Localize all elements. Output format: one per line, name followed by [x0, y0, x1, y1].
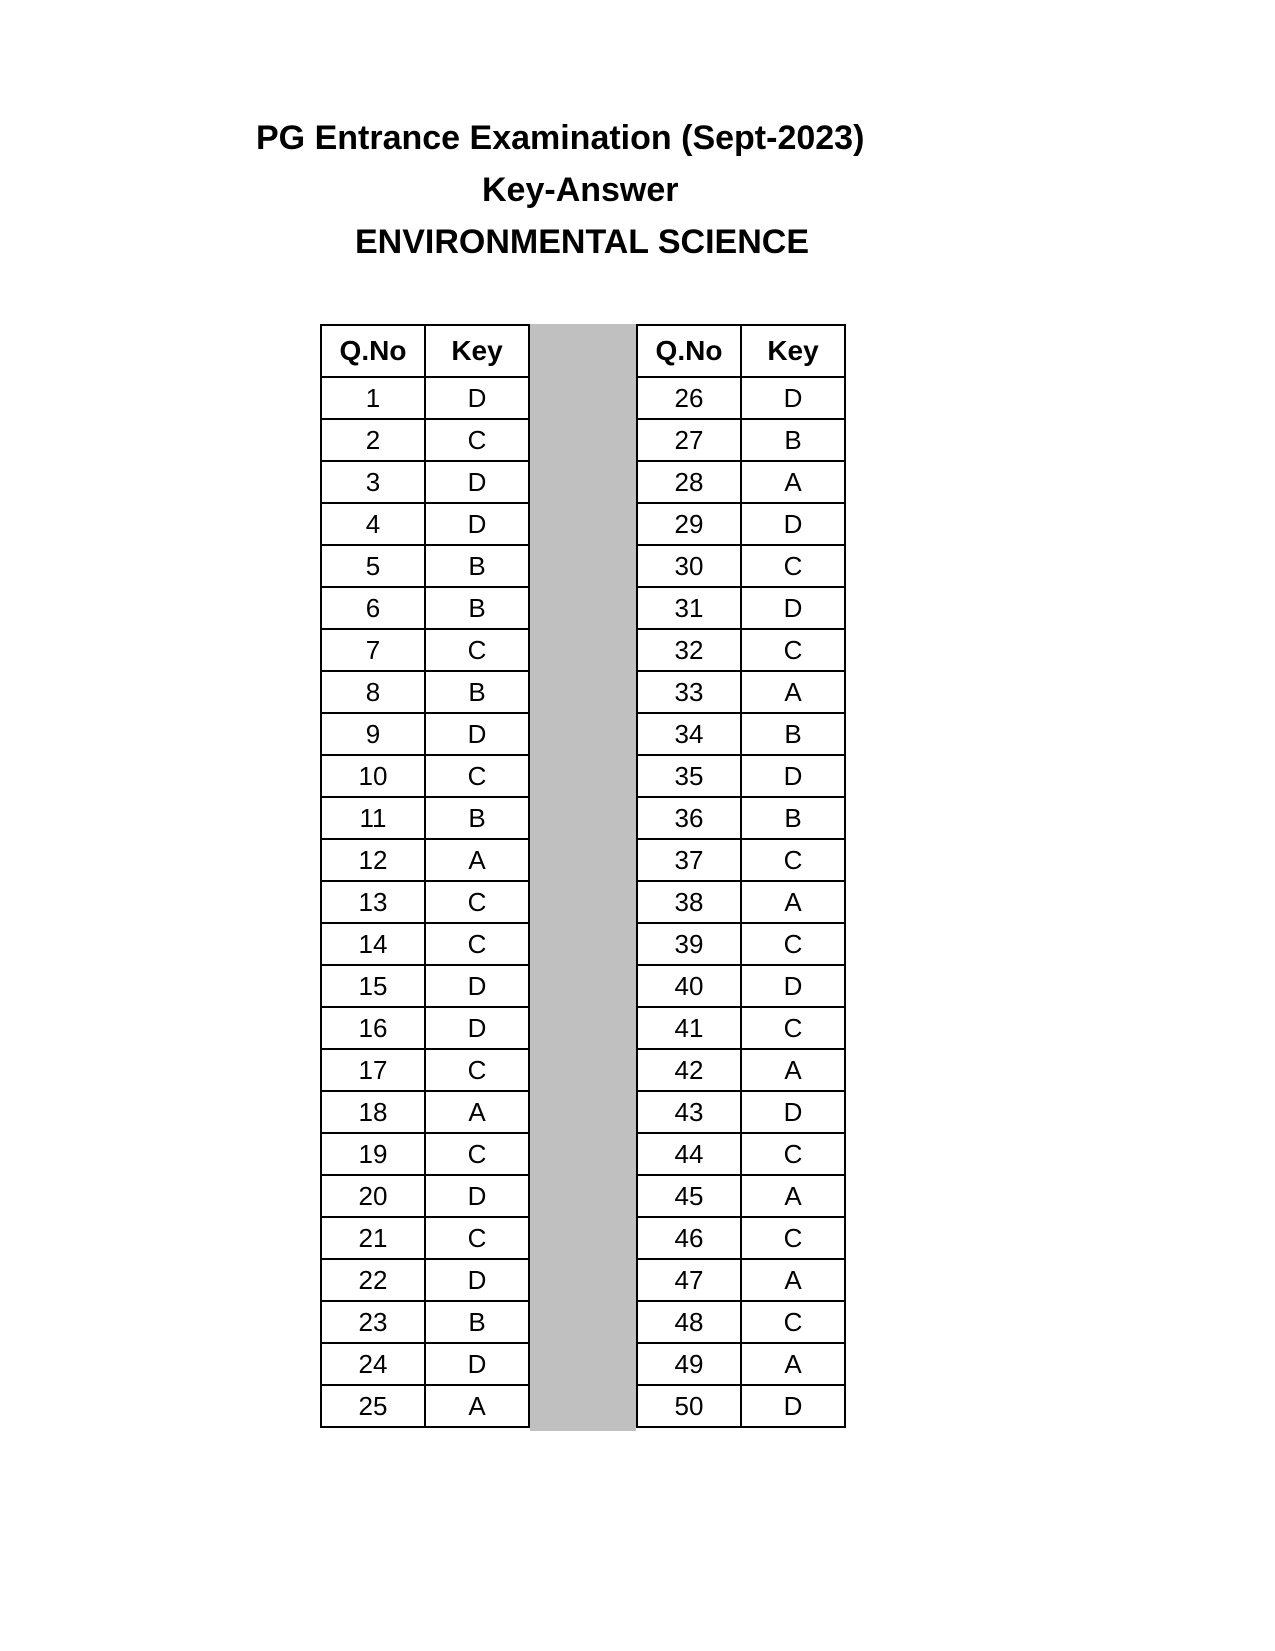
answer-key-cell: C	[425, 1133, 529, 1175]
question-number-cell: 7	[321, 629, 425, 671]
question-number-cell: 8	[321, 671, 425, 713]
table-row	[637, 1091, 845, 1133]
answer-key-cell: B	[741, 797, 845, 839]
qno-header: Q.No	[637, 325, 741, 377]
question-number-cell: 2	[321, 419, 425, 461]
table-row	[321, 1259, 529, 1301]
table-row	[637, 1259, 845, 1301]
answer-key-cell: B	[741, 419, 845, 461]
table-row	[321, 587, 529, 629]
question-number-cell: 29	[637, 503, 741, 545]
qno-header: Q.No	[321, 325, 425, 377]
answer-key-cell: A	[741, 1049, 845, 1091]
table-row	[321, 1385, 529, 1427]
answer-key-cell: A	[741, 1259, 845, 1301]
answer-key-cell: D	[425, 377, 529, 419]
answer-key-cell: C	[741, 923, 845, 965]
answer-key-cell: D	[425, 1175, 529, 1217]
question-number-cell: 45	[637, 1175, 741, 1217]
table-row	[637, 1301, 845, 1343]
table-row	[321, 1007, 529, 1049]
key-header: Key	[425, 325, 529, 377]
answer-key-cell: A	[741, 881, 845, 923]
table-row	[637, 629, 845, 671]
document-header	[250, 112, 920, 268]
question-number-cell: 49	[637, 1343, 741, 1385]
answer-key-cell: D	[425, 713, 529, 755]
question-number-cell: 20	[321, 1175, 425, 1217]
answer-key-cell: D	[425, 1343, 529, 1385]
table-row	[321, 419, 529, 461]
table-row	[321, 1175, 529, 1217]
table-row	[321, 1301, 529, 1343]
question-number-cell: 11	[321, 797, 425, 839]
answer-key-table-right	[636, 324, 846, 1428]
question-number-cell: 26	[637, 377, 741, 419]
table-row	[321, 713, 529, 755]
question-number-cell: 23	[321, 1301, 425, 1343]
table-row	[637, 1343, 845, 1385]
question-number-cell: 35	[637, 755, 741, 797]
answer-key-cell: D	[741, 377, 845, 419]
question-number-cell: 27	[637, 419, 741, 461]
answer-key-cell: D	[425, 1007, 529, 1049]
answer-key-cell: D	[741, 1385, 845, 1427]
answer-key-cell: C	[741, 839, 845, 881]
answer-key-cell: C	[741, 545, 845, 587]
table-row	[321, 1133, 529, 1175]
question-number-cell: 28	[637, 461, 741, 503]
exam-title: PG Entrance Examination (Sept-2023)	[256, 119, 865, 157]
answer-key-cell: C	[741, 1133, 845, 1175]
question-number-cell: 31	[637, 587, 741, 629]
table-row	[321, 1217, 529, 1259]
answer-key-cell: D	[425, 1259, 529, 1301]
table-row	[321, 1091, 529, 1133]
table-row	[637, 419, 845, 461]
question-number-cell: 18	[321, 1091, 425, 1133]
question-number-cell: 1	[321, 377, 425, 419]
answer-key-cell: A	[741, 461, 845, 503]
answer-key-cell: C	[741, 1301, 845, 1343]
table-row	[637, 377, 845, 419]
table-row	[321, 461, 529, 503]
question-number-cell: 10	[321, 755, 425, 797]
question-number-cell: 6	[321, 587, 425, 629]
table-row	[637, 713, 845, 755]
table-row	[321, 755, 529, 797]
table-row	[321, 881, 529, 923]
table-row	[637, 545, 845, 587]
document-subtitle: Key-Answer	[482, 171, 679, 209]
answer-key-area	[320, 324, 846, 1431]
question-number-cell: 4	[321, 503, 425, 545]
question-number-cell: 14	[321, 923, 425, 965]
answer-key-cell: D	[741, 755, 845, 797]
answer-key-cell: A	[741, 671, 845, 713]
question-number-cell: 42	[637, 1049, 741, 1091]
question-number-cell: 37	[637, 839, 741, 881]
question-number-cell: 3	[321, 461, 425, 503]
grey-divider-column	[530, 324, 636, 1431]
question-number-cell: 47	[637, 1259, 741, 1301]
question-number-cell: 38	[637, 881, 741, 923]
table-row	[637, 1133, 845, 1175]
question-number-cell: 12	[321, 839, 425, 881]
table-row	[637, 1217, 845, 1259]
answer-key-cell: C	[425, 923, 529, 965]
table-row	[637, 923, 845, 965]
question-number-cell: 22	[321, 1259, 425, 1301]
answer-key-body-left	[321, 377, 529, 1427]
table-header-row	[637, 325, 845, 377]
table-header-row	[321, 325, 529, 377]
key-header: Key	[741, 325, 845, 377]
table-row	[637, 503, 845, 545]
question-number-cell: 48	[637, 1301, 741, 1343]
table-row	[637, 881, 845, 923]
table-row	[321, 1049, 529, 1091]
question-number-cell: 34	[637, 713, 741, 755]
answer-key-cell: B	[741, 713, 845, 755]
answer-key-cell: D	[425, 461, 529, 503]
question-number-cell: 41	[637, 1007, 741, 1049]
table-row	[637, 1049, 845, 1091]
question-number-cell: 9	[321, 713, 425, 755]
answer-key-cell: D	[741, 503, 845, 545]
question-number-cell: 39	[637, 923, 741, 965]
question-number-cell: 19	[321, 1133, 425, 1175]
answer-key-table-left	[320, 324, 530, 1428]
answer-key-cell: B	[425, 797, 529, 839]
question-number-cell: 17	[321, 1049, 425, 1091]
answer-key-cell: C	[425, 1049, 529, 1091]
answer-key-cell: D	[741, 965, 845, 1007]
answer-key-cell: A	[425, 839, 529, 881]
question-number-cell: 32	[637, 629, 741, 671]
question-number-cell: 46	[637, 1217, 741, 1259]
question-number-cell: 25	[321, 1385, 425, 1427]
subject-title: ENVIRONMENTAL SCIENCE	[355, 223, 810, 261]
table-row	[637, 965, 845, 1007]
table-row	[321, 671, 529, 713]
question-number-cell: 36	[637, 797, 741, 839]
question-number-cell: 44	[637, 1133, 741, 1175]
answer-key-cell: A	[425, 1091, 529, 1133]
table-row	[321, 797, 529, 839]
answer-key-cell: D	[425, 965, 529, 1007]
answer-key-cell: C	[741, 629, 845, 671]
answer-key-cell: B	[425, 671, 529, 713]
table-row	[637, 1007, 845, 1049]
answer-key-cell: C	[425, 419, 529, 461]
answer-key-cell: C	[425, 1217, 529, 1259]
table-row	[637, 1385, 845, 1427]
table-row	[321, 545, 529, 587]
question-number-cell: 21	[321, 1217, 425, 1259]
table-row	[637, 587, 845, 629]
question-number-cell: 40	[637, 965, 741, 1007]
question-number-cell: 33	[637, 671, 741, 713]
table-row	[637, 797, 845, 839]
table-row	[321, 377, 529, 419]
table-row	[637, 1175, 845, 1217]
question-number-cell: 5	[321, 545, 425, 587]
answer-key-cell: B	[425, 1301, 529, 1343]
table-row	[637, 461, 845, 503]
answer-key-cell: A	[425, 1385, 529, 1427]
answer-key-cell: C	[741, 1007, 845, 1049]
answer-key-cell: A	[741, 1343, 845, 1385]
question-number-cell: 13	[321, 881, 425, 923]
table-row	[321, 1343, 529, 1385]
answer-key-cell: D	[741, 587, 845, 629]
answer-key-cell: C	[741, 1217, 845, 1259]
question-number-cell: 30	[637, 545, 741, 587]
answer-key-cell: B	[425, 545, 529, 587]
answer-key-cell: A	[741, 1175, 845, 1217]
question-number-cell: 50	[637, 1385, 741, 1427]
answer-key-cell: B	[425, 587, 529, 629]
answer-key-cell: D	[741, 1091, 845, 1133]
table-row	[321, 965, 529, 1007]
table-row	[637, 671, 845, 713]
question-number-cell: 43	[637, 1091, 741, 1133]
question-number-cell: 16	[321, 1007, 425, 1049]
question-number-cell: 24	[321, 1343, 425, 1385]
table-row	[321, 839, 529, 881]
answer-key-cell: D	[425, 503, 529, 545]
question-number-cell: 15	[321, 965, 425, 1007]
answer-key-cell: C	[425, 755, 529, 797]
answer-key-cell: C	[425, 629, 529, 671]
answer-key-body-right	[637, 377, 845, 1427]
table-row	[321, 923, 529, 965]
table-row	[637, 839, 845, 881]
table-row	[321, 629, 529, 671]
table-row	[321, 503, 529, 545]
answer-key-cell: C	[425, 881, 529, 923]
table-row	[637, 755, 845, 797]
